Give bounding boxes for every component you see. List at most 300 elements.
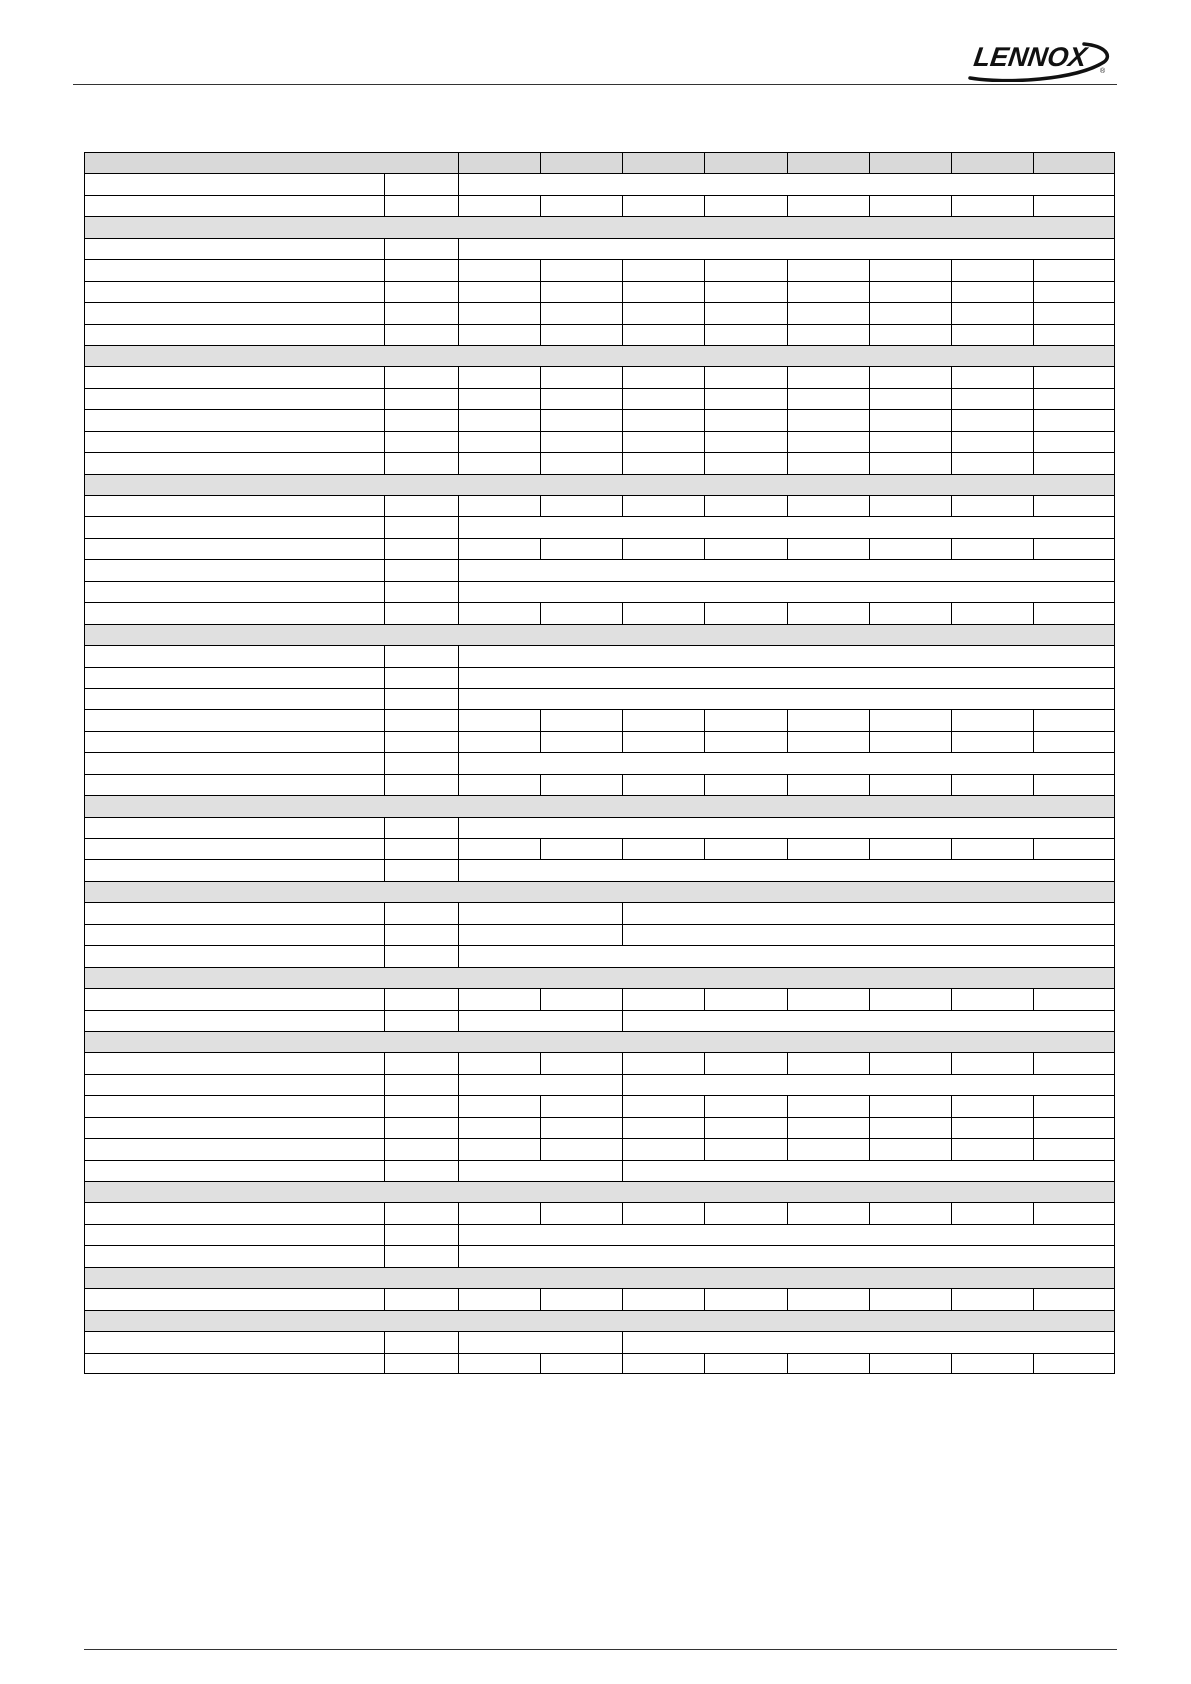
col-border [540,538,541,559]
col-border [704,324,705,345]
col-border [384,752,385,773]
col-border [458,281,459,302]
col-border [458,173,459,194]
col-border [384,1224,385,1245]
table-row [84,859,1115,880]
col-border [540,709,541,730]
table-row [84,581,1115,602]
col-border [458,195,459,216]
col-border [458,924,459,945]
col-border [622,1202,623,1223]
col-border [458,559,459,580]
col-border [869,1353,870,1374]
col-border [384,409,385,430]
col-border [384,495,385,516]
row-border [84,602,1115,603]
table-row [84,731,1115,752]
col-border [458,259,459,280]
row-border [84,495,1115,496]
col-border [540,774,541,795]
col-border [704,495,705,516]
col-border [951,409,952,430]
col-border [1033,774,1034,795]
col-border [622,1095,623,1116]
col-border [622,1138,623,1159]
col-border [1033,281,1034,302]
col-border [384,173,385,194]
table-row [84,238,1115,259]
col-border [384,1288,385,1309]
col-border [704,731,705,752]
col-border [622,452,623,473]
col-border [458,431,459,452]
col-border [704,1288,705,1309]
col-border [458,1117,459,1138]
col-border [951,366,952,387]
col-border [384,1010,385,1031]
col-border [384,1074,385,1095]
col-border [869,452,870,473]
col-border [787,1095,788,1116]
col-border [540,1202,541,1223]
row-border [84,173,1115,174]
col-border [787,1138,788,1159]
col-border [1033,152,1034,173]
col-border [787,281,788,302]
section-row [84,881,1115,902]
col-border [384,559,385,580]
col-border [384,1138,385,1159]
row-border [84,1181,1115,1182]
col-border [540,152,541,173]
col-border [458,731,459,752]
col-border [540,195,541,216]
col-border [458,452,459,473]
row-border [84,817,1115,818]
col-border [951,281,952,302]
section-row [84,795,1115,816]
table-border-right [1114,152,1115,1374]
col-border [458,602,459,623]
col-border [951,195,952,216]
col-border [704,988,705,1009]
col-border [787,1052,788,1073]
col-border [951,838,952,859]
col-border [951,388,952,409]
col-border [384,1117,385,1138]
col-border [622,838,623,859]
col-border [384,1202,385,1223]
col-border [787,259,788,280]
col-border [540,988,541,1009]
col-border [458,859,459,880]
col-border [384,817,385,838]
table-row [84,1074,1115,1095]
row-border [84,645,1115,646]
col-border [622,1074,623,1095]
col-border [1033,602,1034,623]
col-border [1033,1117,1034,1138]
col-border [787,731,788,752]
col-border [384,645,385,666]
col-border [540,431,541,452]
col-border [704,452,705,473]
col-border [869,388,870,409]
table-row [84,1095,1115,1116]
table-row [84,559,1115,580]
col-border [458,902,459,923]
table-row [84,645,1115,666]
row-border [84,967,1115,968]
col-border [787,709,788,730]
table-row [84,409,1115,430]
row-border [84,409,1115,410]
row-border [84,366,1115,367]
col-border [869,774,870,795]
section-row [84,967,1115,988]
row-border [84,945,1115,946]
col-border [1033,838,1034,859]
col-border [540,452,541,473]
col-border [384,1245,385,1266]
row-border [84,1031,1115,1032]
table-row [84,1160,1115,1181]
col-border [951,259,952,280]
row-border [84,1245,1115,1246]
col-border [787,495,788,516]
table-row [84,431,1115,452]
col-border [384,431,385,452]
col-border [384,538,385,559]
row-border [84,324,1115,325]
col-border [540,1052,541,1073]
col-border [1033,195,1034,216]
col-border [384,302,385,323]
col-border [951,731,952,752]
row-border [84,581,1115,582]
col-border [622,538,623,559]
col-border [458,1224,459,1245]
col-border [458,495,459,516]
col-border [704,281,705,302]
row-border [84,216,1115,217]
col-border [384,709,385,730]
col-border [869,1288,870,1309]
row-border [84,1331,1115,1332]
table-row [84,259,1115,280]
table-row [84,838,1115,859]
col-border [458,409,459,430]
col-border [704,409,705,430]
col-border [622,152,623,173]
col-border [384,388,385,409]
col-border [869,1095,870,1116]
col-border [869,838,870,859]
section-row [84,216,1115,237]
row-border [84,859,1115,860]
spec-table [84,152,1115,1374]
row-border [84,474,1115,475]
col-border [787,431,788,452]
col-border [458,1288,459,1309]
col-border [384,902,385,923]
col-border [622,495,623,516]
row-border [84,709,1115,710]
col-border [951,1288,952,1309]
col-border [787,409,788,430]
col-border [384,195,385,216]
col-border [704,838,705,859]
row-border [84,1353,1115,1354]
col-border [1033,259,1034,280]
col-border [384,281,385,302]
row-border [84,1117,1115,1118]
section-row [84,1181,1115,1202]
col-border [384,924,385,945]
col-border [540,1138,541,1159]
table-row [84,1224,1115,1245]
col-border [787,538,788,559]
row-border [84,924,1115,925]
col-border [458,1160,459,1181]
col-border [384,366,385,387]
col-border [458,752,459,773]
col-border [869,1117,870,1138]
col-border [787,324,788,345]
header-rule [73,84,1117,85]
table-row [84,1202,1115,1223]
table-row [84,988,1115,1009]
col-border [540,388,541,409]
col-border [1033,452,1034,473]
col-border [458,945,459,966]
row-border [84,1160,1115,1161]
table-row [84,1010,1115,1031]
col-border [869,1052,870,1073]
col-border [622,709,623,730]
col-border [540,1095,541,1116]
col-border [1033,1052,1034,1073]
row-border [84,902,1115,903]
col-border [869,324,870,345]
row-border [84,688,1115,689]
col-border [384,838,385,859]
col-border [787,1202,788,1223]
col-border [384,667,385,688]
col-border [458,302,459,323]
section-row [84,345,1115,366]
col-border [787,1117,788,1138]
table-row [84,752,1115,773]
header-row [84,152,1115,173]
col-border [787,388,788,409]
table-row [84,1117,1115,1138]
col-border [1033,324,1034,345]
col-border [384,774,385,795]
row-border [84,538,1115,539]
col-border [622,1010,623,1031]
col-border [384,859,385,880]
table-row [84,817,1115,838]
col-border [458,1095,459,1116]
col-border [458,1202,459,1223]
col-border [869,709,870,730]
col-border [458,838,459,859]
col-border [704,431,705,452]
col-border [1033,302,1034,323]
col-border [1033,988,1034,1009]
col-border [869,1202,870,1223]
col-border [787,152,788,173]
table-row [84,452,1115,473]
col-border [458,645,459,666]
col-border [622,259,623,280]
col-border [540,1288,541,1309]
col-border [540,281,541,302]
col-border [869,302,870,323]
col-border [384,516,385,537]
col-border [869,495,870,516]
col-border [1033,1288,1034,1309]
col-border [951,538,952,559]
table-row [84,602,1115,623]
col-border [704,152,705,173]
col-border [458,516,459,537]
col-border [622,731,623,752]
row-border [84,388,1115,389]
col-border [951,1138,952,1159]
table-row [84,1331,1115,1352]
col-border [384,1331,385,1352]
table-row [84,495,1115,516]
col-border [458,688,459,709]
col-border [622,988,623,1009]
col-border [622,195,623,216]
col-border [787,838,788,859]
col-border [951,602,952,623]
col-border [1033,431,1034,452]
table-row [84,366,1115,387]
col-border [869,409,870,430]
col-border [704,1095,705,1116]
table-row [84,516,1115,537]
col-border [622,1052,623,1073]
row-border [84,345,1115,346]
col-border [704,1138,705,1159]
col-border [458,988,459,1009]
col-border [458,709,459,730]
col-border [540,1117,541,1138]
section-row [84,1267,1115,1288]
table-row [84,281,1115,302]
col-border [704,774,705,795]
col-border [787,302,788,323]
col-border [704,709,705,730]
col-border [869,259,870,280]
row-border [84,238,1115,239]
row-border [84,1138,1115,1139]
col-border [384,688,385,709]
table-border-left [84,152,85,1374]
col-border [384,945,385,966]
table-row [84,1245,1115,1266]
col-border [458,667,459,688]
row-border [84,1310,1115,1311]
col-border [704,538,705,559]
col-border [458,1245,459,1266]
col-border [622,1331,623,1352]
table-row [84,302,1115,323]
col-border [1033,495,1034,516]
col-border [458,152,459,173]
col-border [869,281,870,302]
col-border [951,324,952,345]
table-row [84,688,1115,709]
col-border [622,281,623,302]
row-border [84,516,1115,517]
col-border [622,409,623,430]
row-border [84,881,1115,882]
col-border [787,602,788,623]
col-border [869,431,870,452]
col-border [704,1353,705,1374]
col-border [951,431,952,452]
row-border [84,152,1115,153]
row-border [84,795,1115,796]
col-border [458,1010,459,1031]
col-border [622,1160,623,1181]
col-border [384,1353,385,1374]
col-border [540,1353,541,1374]
col-border [622,431,623,452]
table-row [84,924,1115,945]
col-border [951,302,952,323]
col-border [622,602,623,623]
table-row [84,667,1115,688]
col-border [458,817,459,838]
col-border [704,195,705,216]
col-border [1033,538,1034,559]
col-border [951,452,952,473]
row-border [84,752,1115,753]
col-border [1033,366,1034,387]
col-border [951,495,952,516]
col-border [787,774,788,795]
col-border [869,731,870,752]
row-border [84,1052,1115,1053]
col-border [384,1052,385,1073]
col-border [384,581,385,602]
col-border [458,1353,459,1374]
col-border [458,1074,459,1095]
col-border [458,1331,459,1352]
col-border [384,324,385,345]
col-border [384,259,385,280]
col-border [384,452,385,473]
table-row [84,538,1115,559]
table-row [84,1288,1115,1309]
col-border [704,602,705,623]
col-border [540,324,541,345]
row-border [84,1288,1115,1289]
lennox-logo [966,40,1116,82]
col-border [787,1288,788,1309]
row-border [84,259,1115,260]
row-border [84,624,1115,625]
row-border [84,1010,1115,1011]
section-row [84,474,1115,495]
row-border [84,667,1115,668]
